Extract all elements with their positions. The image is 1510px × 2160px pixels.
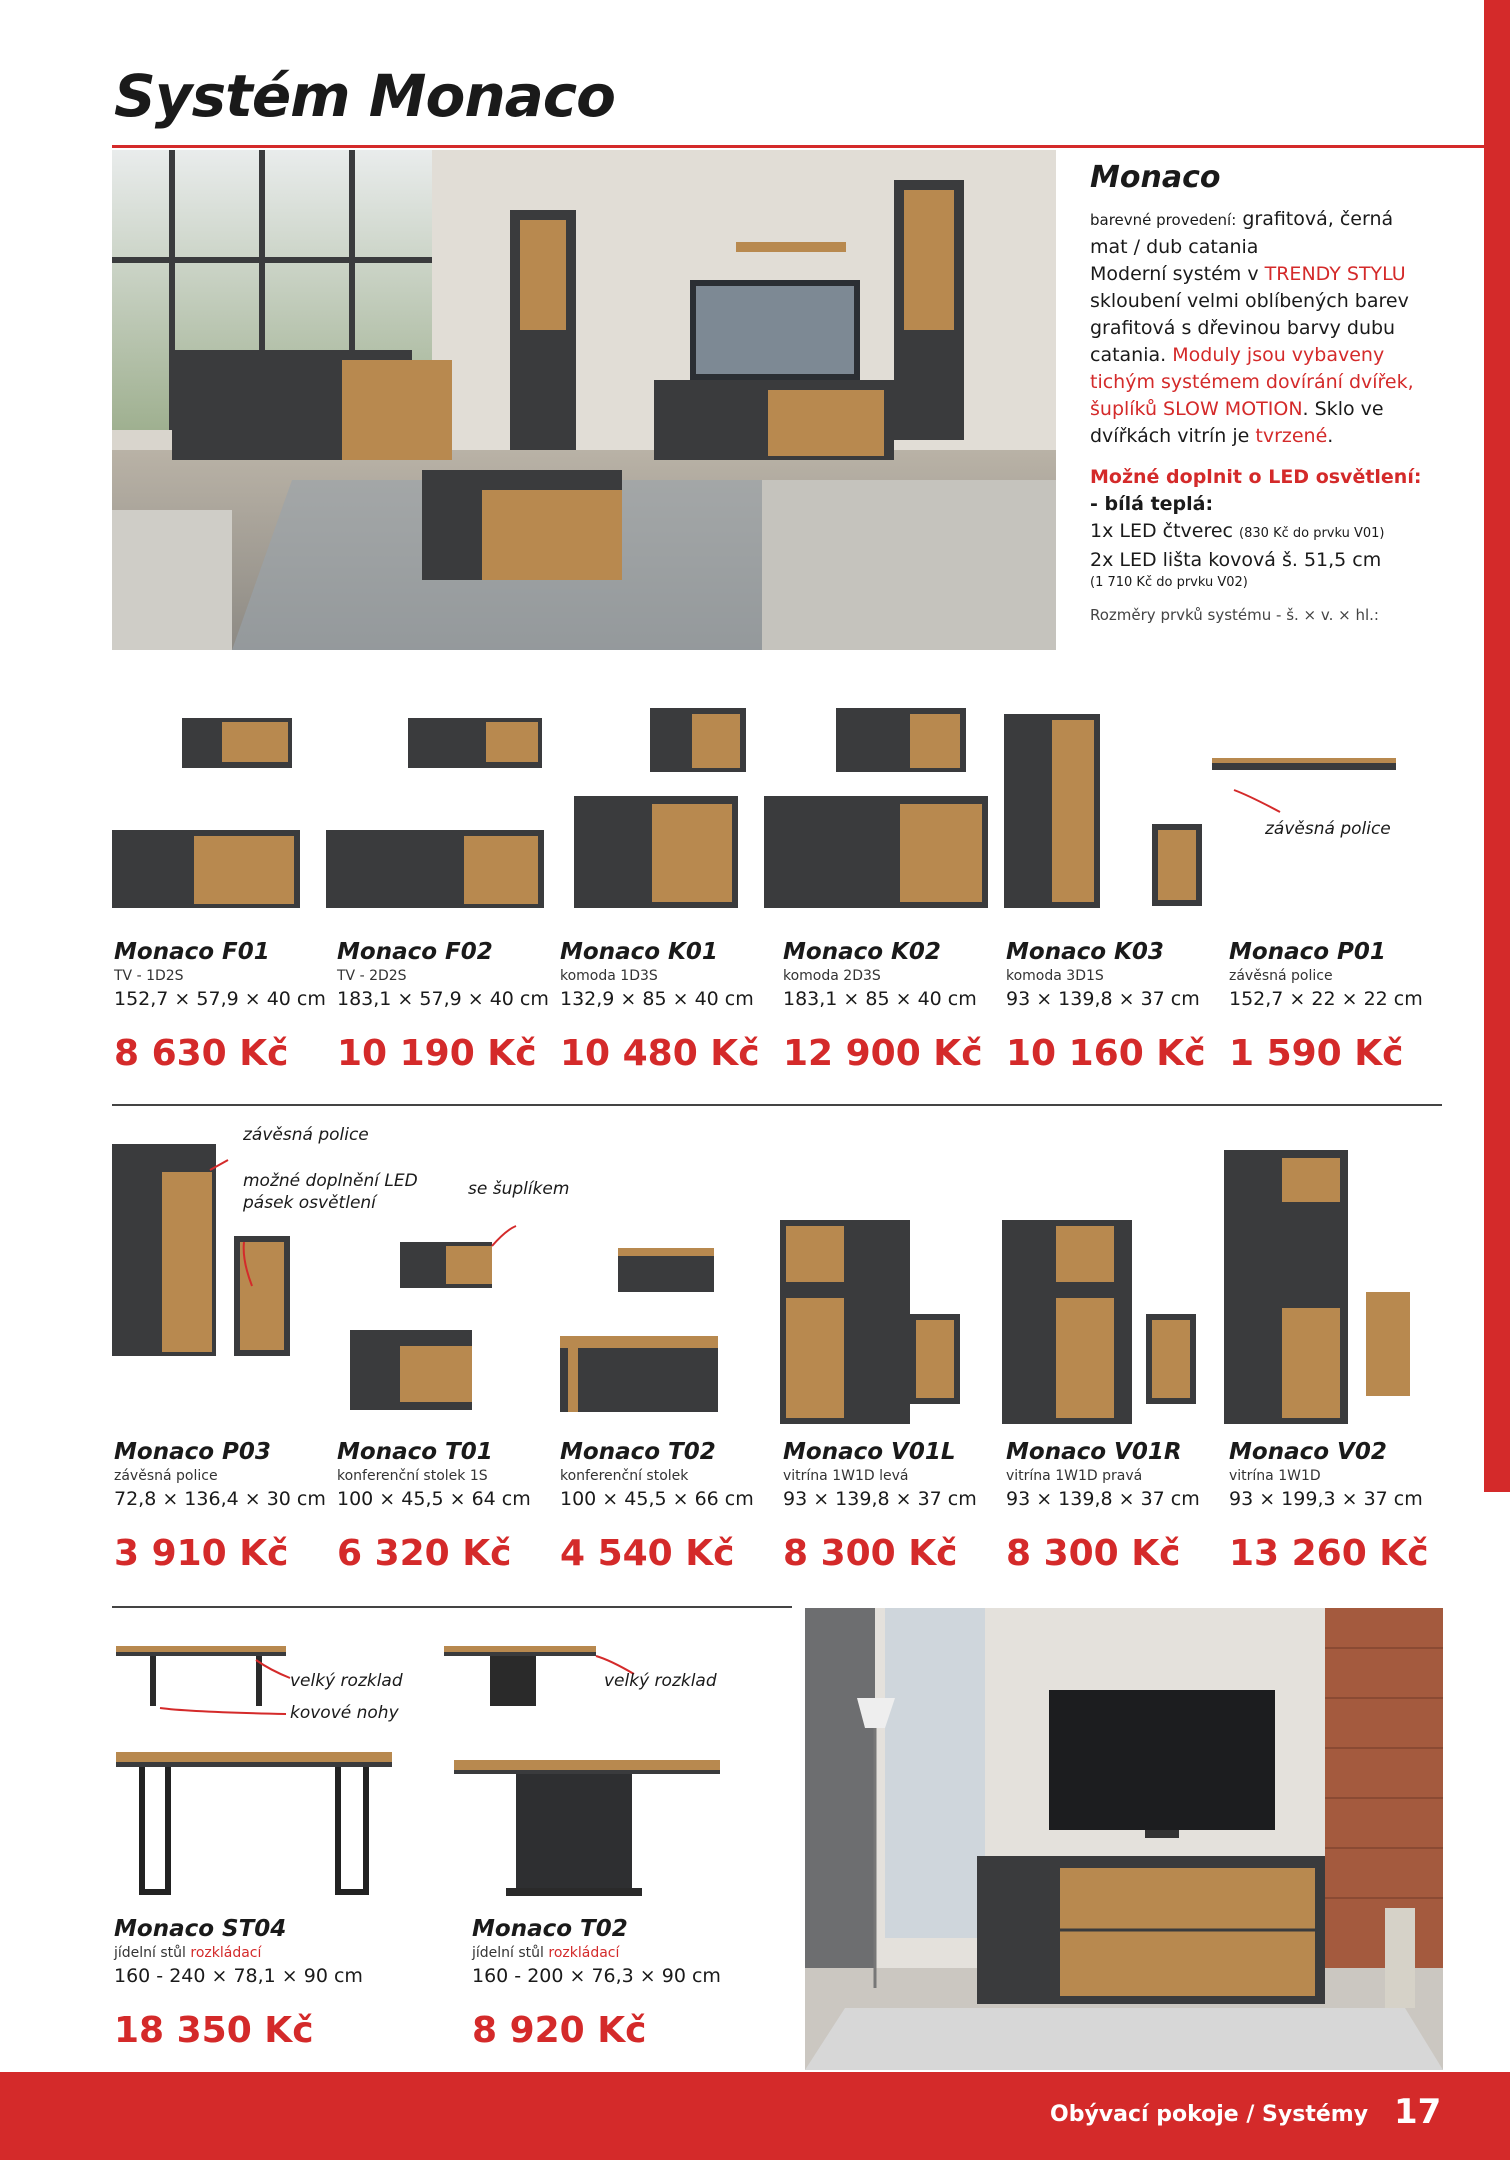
product-price: 1 590 Kč	[1229, 1033, 1404, 1074]
product-name: Monaco ST04	[114, 1916, 287, 1942]
product-type-extendable: rozkládací	[190, 1945, 262, 1961]
product-price: 8 630 Kč	[114, 1033, 289, 1074]
product-name: Monaco V02	[1229, 1439, 1387, 1465]
desc-tvrzene: tvrzené	[1255, 425, 1328, 447]
product-dims: 132,9 × 85 × 40 cm	[560, 988, 754, 1010]
led2-main: 2x LED lišta kovová š. 51,5 cm	[1090, 549, 1382, 571]
product-price: 10 480 Kč	[560, 1033, 760, 1074]
product-type: konferenční stolek 1S	[337, 1468, 488, 1484]
f02-open-image	[408, 718, 542, 768]
product-name: Monaco V01R	[1006, 1439, 1182, 1465]
row2-divider	[112, 1606, 792, 1608]
product-dims: 93 × 139,8 × 37 cm	[1006, 988, 1200, 1010]
led2-note: (1 710 Kč do prvku V02)	[1090, 575, 1248, 590]
product-dims: 93 × 139,8 × 37 cm	[1006, 1488, 1200, 1510]
title-rule	[112, 145, 1484, 148]
annot-t01-drawer: se šuplíkem	[468, 1179, 570, 1199]
hero-room-photo	[112, 150, 1056, 650]
product-name: Monaco P01	[1229, 939, 1386, 965]
led-option-1	[1090, 518, 1430, 547]
row1-product-images	[110, 700, 1410, 920]
product-price: 13 260 Kč	[1229, 1533, 1429, 1574]
t02-dining-image	[454, 1760, 720, 1896]
product-name: Monaco F02	[337, 939, 493, 965]
t01-image	[350, 1242, 492, 1410]
desc-text-2: skloubení velmi oblíbených barev grafitová s dřevinou barvy dubu catania.	[1090, 290, 1409, 366]
product-dims: 93 × 199,3 × 37 cm	[1229, 1488, 1423, 1510]
annot-p03-shelf: závěsná police	[243, 1125, 369, 1145]
v01r-image	[1002, 1220, 1196, 1424]
product-price: 10 190 Kč	[337, 1033, 537, 1074]
product-card-f02	[337, 938, 557, 1076]
page-title: Systém Monaco	[114, 62, 616, 130]
info-description	[1090, 261, 1430, 450]
product-dims: 152,7 × 57,9 × 40 cm	[114, 988, 326, 1010]
product-card-p01	[1229, 938, 1449, 1076]
led1-main: 1x LED čtverec	[1090, 520, 1233, 542]
product-name: Monaco K03	[1006, 939, 1164, 965]
info-colors-value: grafitová, černá mat / dub catania	[1090, 208, 1394, 258]
product-dims: 93 × 139,8 × 37 cm	[783, 1488, 977, 1510]
system-info	[1090, 160, 1430, 629]
product-type-text: jídelní stůl	[472, 1945, 549, 1961]
product-name: Monaco K02	[783, 939, 941, 965]
product-type: konferenční stolek	[560, 1468, 689, 1484]
product-card-k01	[560, 938, 780, 1076]
product-dims: 100 × 45,5 × 64 cm	[337, 1488, 531, 1510]
product-type: vitrína 1W1D levá	[783, 1468, 909, 1484]
f01-open-image	[182, 718, 292, 768]
product-card-v01l	[783, 1438, 1003, 1576]
row1-divider	[112, 1104, 1442, 1106]
led-title: Možné doplnit o LED osvětlení:	[1090, 466, 1422, 488]
product-card-v02	[1229, 1438, 1449, 1576]
info-colors-label: barevné provedení:	[1090, 211, 1237, 229]
product-dims: 72,8 × 136,4 × 30 cm	[114, 1488, 326, 1510]
product-card-t01	[337, 1438, 557, 1576]
k03-image	[1004, 714, 1202, 908]
product-price: 3 910 Kč	[114, 1533, 289, 1574]
product-type	[114, 1943, 414, 1963]
info-name: Monaco	[1090, 160, 1221, 195]
product-type: komoda 3D1S	[1006, 968, 1104, 984]
product-type-text: jídelní stůl	[114, 1945, 191, 1961]
product-price: 8 300 Kč	[783, 1533, 958, 1574]
t02-image	[560, 1248, 718, 1412]
product-type: TV - 2D2S	[337, 968, 407, 984]
product-card-f01	[114, 938, 334, 1076]
t02-dining-extended-image	[444, 1646, 596, 1706]
product-card-v01r	[1006, 1438, 1226, 1576]
product-dims: 152,7 × 22 × 22 cm	[1229, 988, 1423, 1010]
f02-image	[326, 830, 544, 908]
annot-p03-led: možné doplnění LED pásek osvětlení	[243, 1171, 418, 1213]
product-card-k02	[783, 938, 1003, 1076]
st04-image	[116, 1752, 392, 1892]
k02-open-image	[836, 708, 966, 772]
product-price: 8 300 Kč	[1006, 1533, 1181, 1574]
desc-text-3: . Sklo ve dvířkách vitrín je	[1090, 398, 1384, 447]
footer-section-label: Obývací pokoje / Systémy	[1050, 2102, 1369, 2127]
k01-image	[574, 796, 738, 908]
led-sub: - bílá teplá:	[1090, 493, 1214, 515]
product-name: Monaco F01	[114, 939, 270, 965]
f01-image	[112, 830, 300, 908]
product-dims: 183,1 × 85 × 40 cm	[783, 988, 977, 1010]
product-type	[472, 1943, 772, 1963]
product-price: 4 540 Kč	[560, 1533, 735, 1574]
product-price: 10 160 Kč	[1006, 1033, 1206, 1074]
product-name: Monaco K01	[560, 939, 718, 965]
product-type: vitrína 1W1D pravá	[1006, 1468, 1143, 1484]
product-card-p03	[114, 1438, 334, 1576]
product-card-t02	[560, 1438, 780, 1576]
p01-image	[1212, 758, 1396, 770]
product-name: Monaco P03	[114, 1439, 271, 1465]
product-name: Monaco T02	[472, 1916, 628, 1942]
product-dims: 100 × 45,5 × 66 cm	[560, 1488, 754, 1510]
desc-modules: Moduly jsou vybaveny tichým systémem dovírání dvířek, šuplíků SLOW MOTION	[1090, 344, 1414, 420]
led-option-2	[1090, 547, 1430, 592]
product-name: Monaco V01L	[783, 1439, 956, 1465]
product-type: komoda 1D3S	[560, 968, 658, 984]
annot-st04-ext: velký rozklad	[290, 1671, 403, 1691]
side-accent-bar	[1484, 0, 1510, 1492]
product-dims: 183,1 × 57,9 × 40 cm	[337, 988, 549, 1010]
product-type: závěsná police	[114, 1468, 218, 1484]
product-price: 18 350 Kč	[114, 2010, 314, 2051]
dims-note: Rozměry prvků systému - š. × v. × hl.:	[1090, 606, 1379, 624]
info-colors	[1090, 206, 1430, 261]
product-name: Monaco T01	[337, 1439, 493, 1465]
product-type-extendable: rozkládací	[548, 1945, 620, 1961]
v02-image	[1224, 1150, 1410, 1424]
product-price: 6 320 Kč	[337, 1533, 512, 1574]
annot-p01-shelf: závěsná police	[1265, 819, 1391, 839]
desc-text-4: .	[1327, 425, 1334, 447]
product-type: TV - 1D2S	[114, 968, 184, 984]
product-dims: 160 - 240 × 78,1 × 90 cm	[114, 1965, 363, 1987]
v01l-image	[780, 1220, 960, 1424]
product-price: 8 920 Kč	[472, 2010, 647, 2051]
footer-page-number: 17	[1394, 2092, 1442, 2132]
product-price: 12 900 Kč	[783, 1033, 983, 1074]
product-type: závěsná police	[1229, 968, 1333, 984]
annot-st04-legs: kovové nohy	[290, 1703, 399, 1723]
k02-image	[764, 796, 988, 908]
led1-note: (830 Kč do prvku V01)	[1239, 526, 1385, 541]
annot-t02-ext: velký rozklad	[604, 1671, 717, 1691]
product-card-k03	[1006, 938, 1226, 1076]
product-dims: 160 - 200 × 76,3 × 90 cm	[472, 1965, 721, 1987]
tv-unit-room-photo	[805, 1608, 1443, 2070]
desc-trendy: TRENDY STYLU	[1264, 263, 1406, 285]
product-type: komoda 2D3S	[783, 968, 881, 984]
desc-text-1: Moderní systém v	[1090, 263, 1265, 285]
product-name: Monaco T02	[560, 1439, 716, 1465]
product-card-t02-dining	[472, 1915, 772, 2053]
st04-extended-image	[116, 1646, 286, 1706]
product-card-st04	[114, 1915, 414, 2053]
product-type: vitrína 1W1D	[1229, 1468, 1321, 1484]
k01-open-image	[650, 708, 746, 772]
